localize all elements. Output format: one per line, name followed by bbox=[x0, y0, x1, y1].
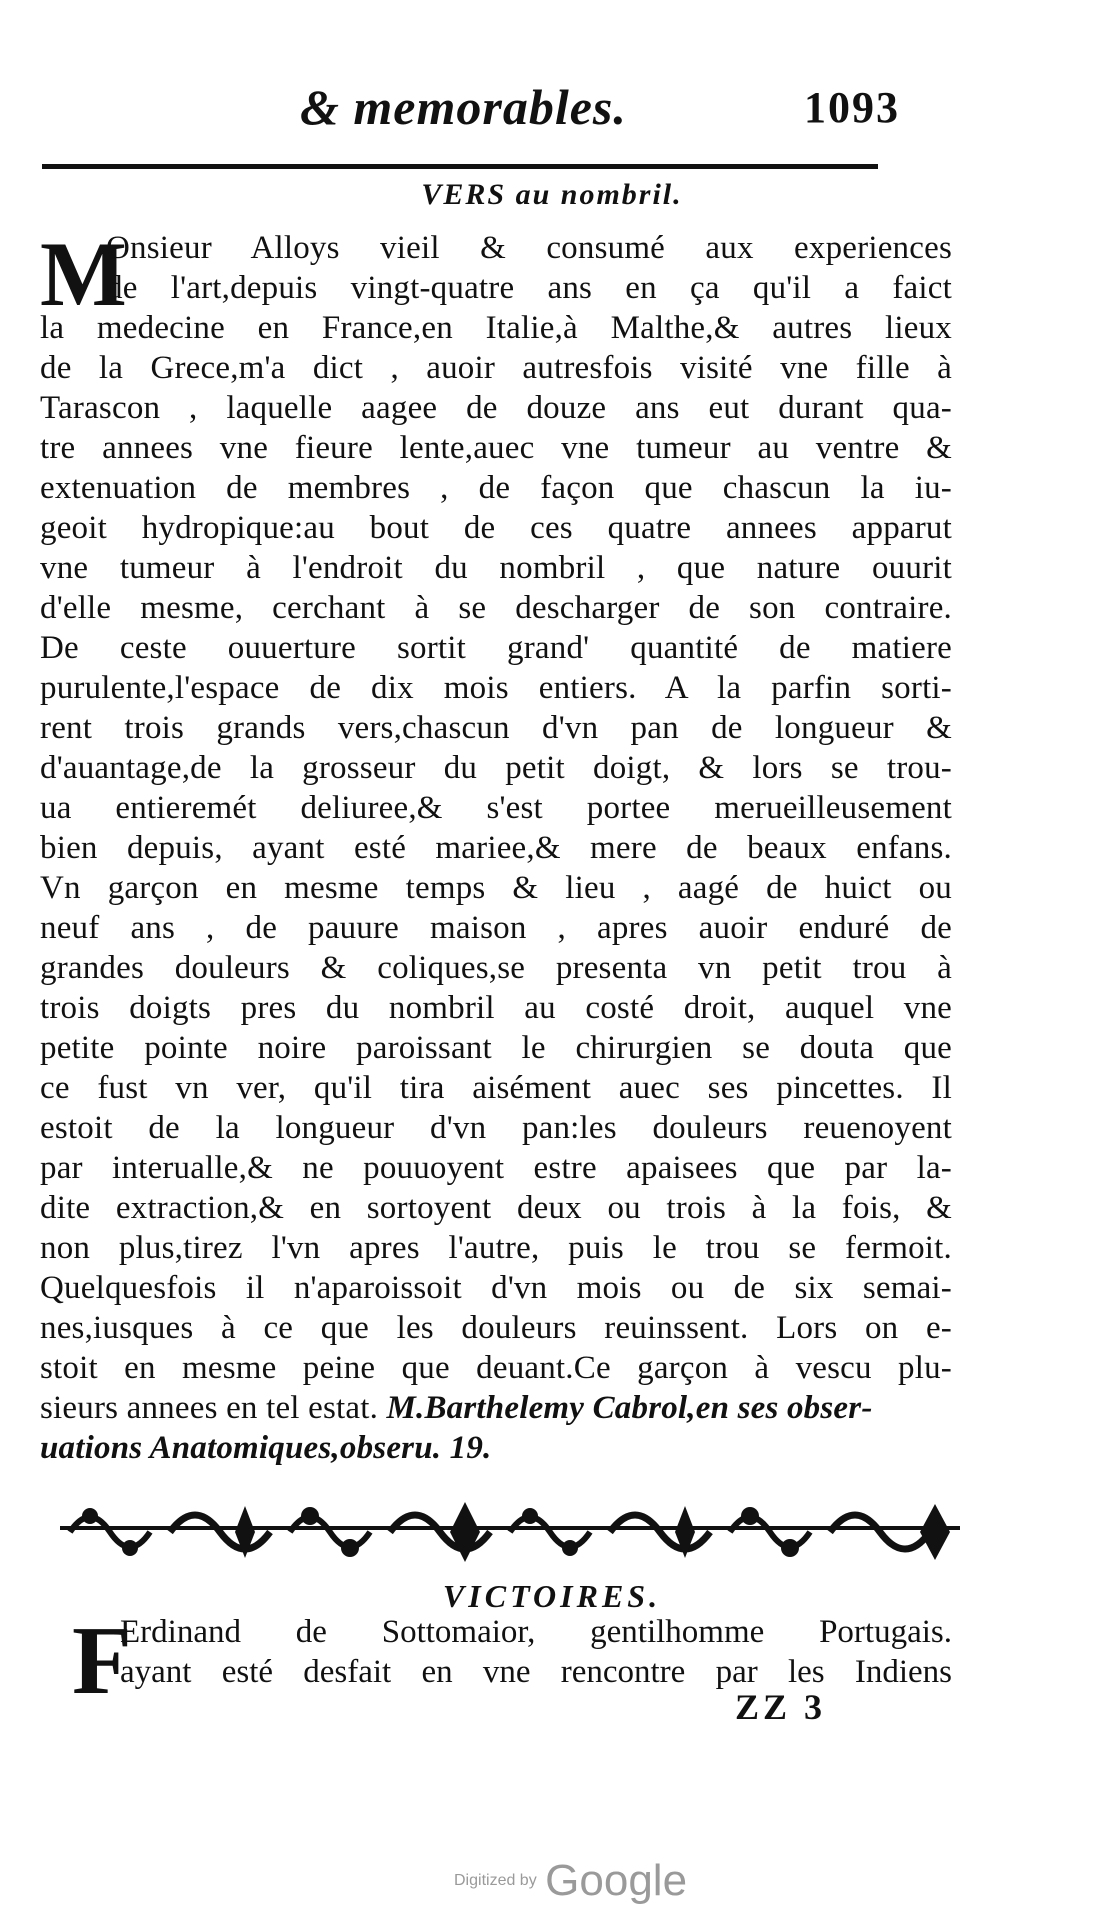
text-line: geoit hydropique:au bout de ces quatre annees apparut bbox=[40, 510, 952, 546]
text-line: Erdinand de Sottomaior, gentilhomme Portugais. bbox=[120, 1614, 952, 1650]
text-line: d'elle mesme, cerchant à se descharger de son contraire. bbox=[40, 590, 952, 626]
text-line: bien depuis, ayant esté mariee,& mere de beaux enfans. bbox=[40, 830, 952, 866]
section-heading-vers: VERS au nombril. bbox=[421, 178, 683, 211]
citation-inline: M.Barthelemy Cabrol,en ses obser- bbox=[386, 1390, 873, 1426]
watermark-brand: Google bbox=[545, 1856, 688, 1905]
text-line: neuf ans , de pauure maison , apres auoir enduré de bbox=[40, 910, 952, 946]
text-line: grandes douleurs & coliques,se presenta vn petit trou à bbox=[40, 950, 952, 986]
text-line: ua entieremét deliuree,& s'est portee merueilleusement bbox=[40, 790, 952, 826]
text-line: de la Grece,m'a dict , auoir autresfois visité vne fille à bbox=[40, 350, 952, 386]
text-line: purulente,l'espace de dix mois entiers. A la parfin sorti- bbox=[40, 670, 952, 706]
text-line: Quelquesfois il n'aparoissoit d'vn mois ou de six semai- bbox=[40, 1270, 952, 1306]
text-line: de l'art,depuis vingt-quatre ans en ça qu'il a faict bbox=[106, 270, 952, 306]
text-line bbox=[40, 1428, 952, 1468]
text-line: De ceste ouuerture sortit grand' quantité de matiere bbox=[40, 630, 952, 666]
running-head bbox=[300, 78, 900, 148]
digitized-watermark bbox=[454, 1856, 687, 1906]
drop-cap: F bbox=[72, 1607, 132, 1715]
text-line: Tarascon , laquelle aagee de douze ans eut durant qua- bbox=[40, 390, 952, 426]
citation-end: uations Anatomiques,obseru. 19. bbox=[40, 1430, 492, 1466]
text-line: non plus,tirez l'vn apres l'autre, puis le trou se fermoit. bbox=[40, 1230, 952, 1266]
text-line-start: sieurs annees en tel estat. bbox=[40, 1390, 379, 1426]
text-line: petite pointe noire paroissant le chirurgien se douta que bbox=[40, 1030, 952, 1066]
ornamental-band bbox=[60, 1496, 960, 1568]
text-line: dite extraction,& en sortoyent deux ou trois à la fois, & bbox=[40, 1190, 952, 1226]
text-line: d'auantage,de la grosseur du petit doigt, & lors se trou- bbox=[40, 750, 952, 786]
text-line: stoit en mesme peine que deuant.Ce garçon à vescu plu- bbox=[40, 1350, 952, 1386]
watermark-prefix: Digitized by bbox=[454, 1872, 537, 1889]
section-heading-victoires: VICTOIRES. bbox=[442, 1578, 662, 1614]
signature-mark: ZZ 3 bbox=[735, 1687, 827, 1727]
text-line: tre annees vne fieure lente,auec vne tumeur au ventre & bbox=[40, 430, 952, 466]
text-line: estoit de la longueur d'vn pan:les douleurs reuenoyent bbox=[40, 1110, 952, 1146]
running-title: & memorables. bbox=[300, 79, 627, 135]
drop-cap: M bbox=[40, 223, 127, 325]
header-rule bbox=[42, 164, 878, 169]
text-line: Vn garçon en mesme temps & lieu , aagé de huict ou bbox=[40, 870, 952, 906]
text-line: la medecine en France,en Italie,à Malthe,& autres lieux bbox=[40, 310, 952, 346]
text-line: extenuation de membres , de façon que chascun la iu- bbox=[40, 470, 952, 506]
page-number: 1093 bbox=[804, 83, 900, 132]
text-line: vne tumeur à l'endroit du nombril , que nature ouurit bbox=[40, 550, 952, 586]
text-line: Onsieur Alloys vieil & consumé aux experiences bbox=[106, 230, 952, 266]
text-line: rent trois grands vers,chascun d'vn pan de longueur & bbox=[40, 710, 952, 746]
text-line: ayant esté desfait en vne rencontre par les Indiens bbox=[120, 1654, 952, 1690]
text-line: nes,iusques à ce que les douleurs reuinssent. Lors on e- bbox=[40, 1310, 952, 1346]
text-line: par interualle,& ne pouuoyent estre apaisees que par la- bbox=[40, 1150, 952, 1186]
text-line: trois doigts pres du nombril au costé droit, auquel vne bbox=[40, 990, 952, 1026]
text-line: ce fust vn ver, qu'il tira aisément auec ses pincettes. Il bbox=[40, 1070, 952, 1106]
text-line bbox=[40, 1388, 952, 1428]
